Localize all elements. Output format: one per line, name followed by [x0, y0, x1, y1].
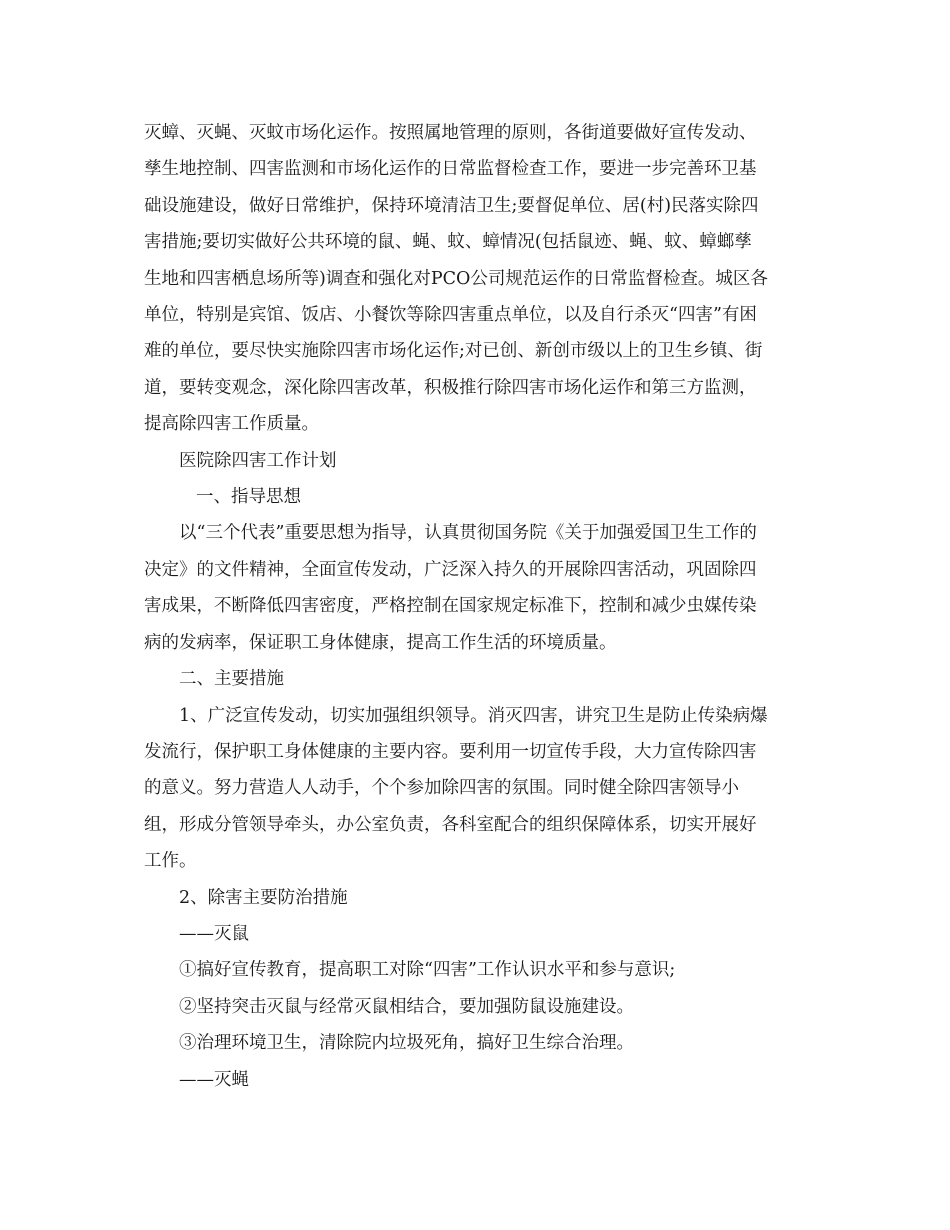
paragraph — [144, 479, 806, 515]
text-line: ——灭蝇 — [179, 1069, 249, 1090]
text-line: 孳生地控制、四害监测和市场化运作的日常监督检查工作，要进一步完善环卫基 — [144, 159, 757, 180]
text-line: ①搞好宣传教育，提高职工对除“四害”工作认识水平和参与意识; — [179, 960, 676, 981]
text-line: 二、主要措施 — [179, 669, 284, 690]
text-line: 1、广泛宣传发动，切实加强组织领导。消灭四害，讲究卫生是防止传染病爆 — [179, 705, 768, 726]
text-line: 工作。 — [144, 851, 197, 872]
text-line: 决定》的文件精神，全面宣传发动，广泛深入持久的开展除四害活动，巩固除四 — [144, 559, 757, 580]
text-line: 病的发病率，保证职工身体健康，提高工作生活的环境质量。 — [144, 632, 617, 653]
text-line: ——灭鼠 — [179, 923, 249, 944]
text-line: 害成果，不断降低四害密度，严格控制在国家规定标准下，控制和减少虫媒传染 — [144, 596, 757, 617]
text-line: 害措施;要切实做好公共环境的鼠、蝇、蚊、蟑情况(包括鼠迹、蝇、蚊、蟑螂孳 — [144, 232, 752, 253]
paragraph — [144, 952, 806, 988]
paragraph — [144, 443, 806, 479]
paragraph — [144, 515, 806, 661]
text-line: 医院除四害工作计划 — [179, 450, 337, 471]
text-line: 灭蟑、灭蝇、灭蚊市场化运作。按照属地管理的原则，各街道要做好宣传发动、 — [144, 123, 757, 143]
text-line: 2、除害主要防治措施 — [179, 887, 348, 908]
paragraph — [144, 661, 806, 697]
paragraph — [144, 1025, 806, 1061]
paragraph — [144, 916, 806, 952]
text-line: 提高除四害工作质量。 — [144, 414, 319, 435]
paragraph — [144, 115, 806, 443]
text-line: ②坚持突击灭鼠与经常灭鼠相结合，要加强防鼠设施建设。 — [179, 996, 634, 1017]
text-line: 础设施建设，做好日常维护，保持环境清洁卫生;要督促单位、居(村)民落实除四 — [144, 195, 759, 216]
paragraph — [144, 698, 806, 880]
paragraph — [144, 1062, 806, 1098]
text-line: 一、指导思想 — [196, 487, 301, 508]
text-line: 组，形成分管领导牵头，办公室负责，各科室配合的组织保障体系，切实开展好 — [144, 814, 757, 835]
paragraph — [144, 880, 806, 916]
text-line: 生地和四害栖息场所等)调查和强化对PCO公司规范运作的日常监督检查。城区各 — [144, 268, 768, 289]
paragraph — [144, 989, 806, 1025]
text-line: 单位，特别是宾馆、饭店、小餐饮等除四害重点单位，以及自行杀灭“四害”有困 — [144, 305, 757, 326]
text-line: 发流行，保护职工身体健康的主要内容。要利用一切宣传手段，大力宣传除四害 — [144, 741, 757, 762]
text-line: 以“三个代表”重要思想为指导，认真贯彻国务院《关于加强爱国卫生工作的 — [179, 523, 757, 544]
text-line: 道，要转变观念，深化除四害改革，积极推行除四害市场化运作和第三方监测， — [144, 377, 757, 398]
text-line: ③治理环境卫生，清除院内垃圾死角，搞好卫生综合治理。 — [179, 1033, 634, 1054]
text-line: 难的单位，要尽快实施除四害市场化运作;对已创、新创市级以上的卫生乡镇、街 — [144, 341, 763, 362]
text-line: 的意义。努力营造人人动手，个个参加除四害的氛围。同时健全除四害领导小 — [144, 778, 739, 799]
